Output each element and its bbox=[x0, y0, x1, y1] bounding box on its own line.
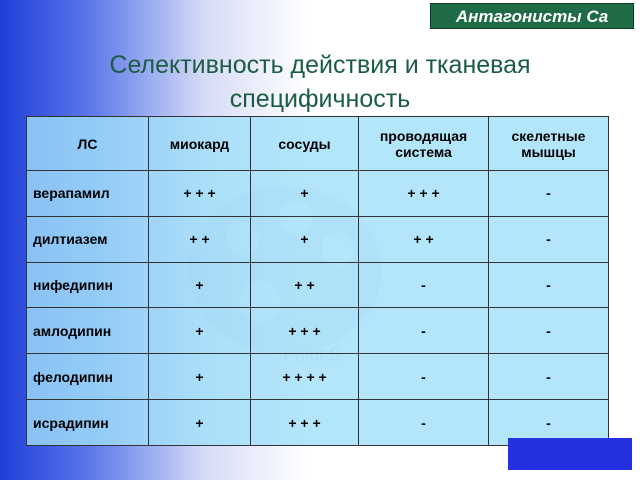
cell-vessels: + bbox=[251, 216, 359, 262]
cell-conduction: - bbox=[359, 400, 489, 446]
drug-name: верапамил bbox=[27, 171, 149, 217]
cell-conduction: - bbox=[359, 262, 489, 308]
cell-vessels: + bbox=[251, 171, 359, 217]
drug-name: амлодипин bbox=[27, 308, 149, 354]
cell-myocardium: + + + bbox=[149, 171, 251, 217]
header-myocardium: миокард bbox=[149, 117, 251, 171]
cell-myocardium: + bbox=[149, 262, 251, 308]
slide-title: Селективность действия и тканевая специфичность bbox=[109, 51, 531, 113]
table-row bbox=[27, 354, 609, 400]
drug-name: дилтиазем bbox=[27, 216, 149, 262]
drug-name: исрадипин bbox=[27, 400, 149, 446]
drug-name: фелодипин bbox=[27, 354, 149, 400]
header-skeletal-muscles: скелетные мышцы bbox=[489, 117, 609, 171]
cell-conduction: + + + bbox=[359, 171, 489, 217]
cell-myocardium: + bbox=[149, 354, 251, 400]
cell-myocardium: + bbox=[149, 308, 251, 354]
header-drug: ЛС bbox=[27, 117, 149, 171]
cell-vessels: + + bbox=[251, 262, 359, 308]
cell-conduction: - bbox=[359, 308, 489, 354]
cell-skeletal: - bbox=[489, 216, 609, 262]
cell-skeletal: - bbox=[489, 354, 609, 400]
table-header-row bbox=[27, 117, 609, 171]
cell-skeletal: - bbox=[489, 171, 609, 217]
cell-myocardium: + bbox=[149, 400, 251, 446]
decorative-corner-box bbox=[508, 438, 632, 470]
table-row bbox=[27, 171, 609, 217]
cell-skeletal: - bbox=[489, 400, 609, 446]
cell-vessels: + + + bbox=[251, 400, 359, 446]
cell-skeletal: - bbox=[489, 262, 609, 308]
table-row bbox=[27, 262, 609, 308]
table-row bbox=[27, 308, 609, 354]
drug-name: нифедипин bbox=[27, 262, 149, 308]
cell-myocardium: + + bbox=[149, 216, 251, 262]
header-conduction-system: проводящая система bbox=[359, 117, 489, 171]
header-vessels: сосуды bbox=[251, 117, 359, 171]
selectivity-table bbox=[26, 116, 609, 446]
cell-vessels: + + + + bbox=[251, 354, 359, 400]
cell-vessels: + + + bbox=[251, 308, 359, 354]
topic-badge: Антагонисты Ca bbox=[430, 3, 634, 29]
cell-conduction: - bbox=[359, 354, 489, 400]
cell-skeletal: - bbox=[489, 308, 609, 354]
cell-conduction: + + bbox=[359, 216, 489, 262]
table-row bbox=[27, 216, 609, 262]
